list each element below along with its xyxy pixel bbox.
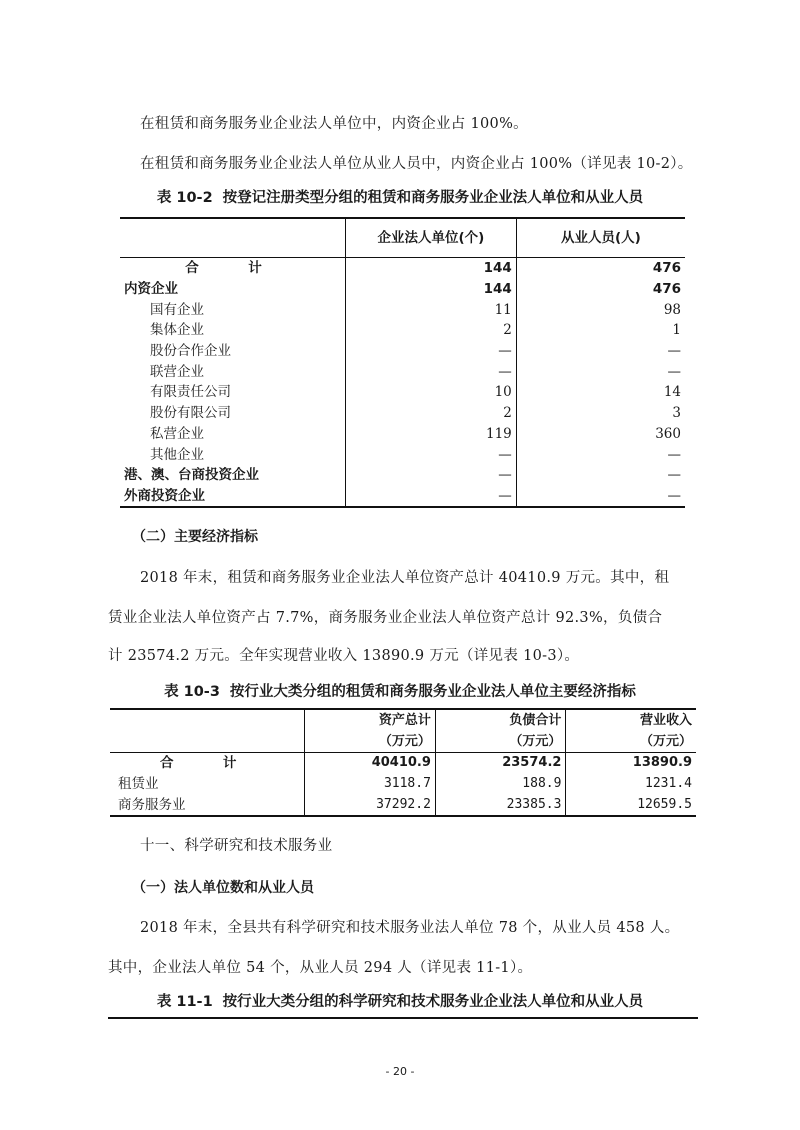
table-row xyxy=(110,794,696,816)
row-label: 合 计 xyxy=(159,755,255,772)
row-label: 股份合作企业 xyxy=(150,343,231,360)
row-label: 租赁业 xyxy=(118,776,159,793)
cell-staff: — xyxy=(516,444,685,465)
header-unit: （万元） xyxy=(305,731,436,753)
table-row xyxy=(120,320,685,341)
cell-units: 2 xyxy=(346,403,517,424)
paragraph-economic-line-1: 2018 年末，租赁和商务服务业企业法人单位资产总计 40410.9 万元。其中，租 xyxy=(140,570,670,586)
cell-revenue: 12659.5 xyxy=(566,794,696,816)
cell-staff: 1 xyxy=(516,320,685,341)
row-label: 合 计 xyxy=(185,260,280,277)
row-label: 有限责任公司 xyxy=(150,384,231,401)
cell-revenue: 1231.4 xyxy=(566,774,696,795)
table-row xyxy=(120,382,685,403)
table-row xyxy=(120,486,685,508)
cell-liabilities: 23385.3 xyxy=(435,794,566,816)
section-heading-economic-indicators: （二）主要经济指标 xyxy=(132,529,258,545)
cell-staff: — xyxy=(516,361,685,382)
paragraph-foreign-share-units: 在租赁和商务服务业企业法人单位中，内资企业占 100%。 xyxy=(140,116,528,132)
cell-units: 144 xyxy=(346,258,517,279)
row-label: 股份有限公司 xyxy=(150,405,231,422)
table-row-total xyxy=(110,753,696,774)
cell-assets: 37292.2 xyxy=(305,794,436,816)
table-row xyxy=(120,424,685,445)
table-row xyxy=(120,361,685,382)
cell-liabilities: 188.9 xyxy=(435,774,566,795)
cell-staff: 476 xyxy=(516,258,685,279)
table-11-1-caption xyxy=(0,990,800,1011)
cell-staff: 476 xyxy=(516,279,685,300)
paragraph-economic-line-3: 计 23574.2 万元。全年实现营业收入 13890.9 万元（详见表 10-3）。 xyxy=(108,648,580,664)
paragraph-economic-line-2: 赁业企业法人单位资产占 7.7%，商务服务业企业法人单位资产总计 92.3%，负债合 xyxy=(108,610,663,626)
table-row-total xyxy=(120,258,685,279)
header-blank xyxy=(120,218,346,258)
table-11-1-top-rule xyxy=(108,1017,698,1019)
row-label: 集体企业 xyxy=(150,322,204,339)
header-blank xyxy=(110,731,305,753)
table-11-1-title: 按行业大类分组的科学研究和技术服务业企业法人单位和从业人员 xyxy=(222,994,644,1010)
cell-staff: 3 xyxy=(516,403,685,424)
cell-staff: — xyxy=(516,341,685,362)
cell-staff: — xyxy=(516,486,685,508)
paragraph-foreign-share-staff: 在租赁和商务服务业企业法人单位从业人员中，内资企业占 100%（详见表 10-2）。 xyxy=(140,156,693,172)
table-10-2-caption xyxy=(0,186,800,207)
table-11-1-number: 表 11-1 xyxy=(156,994,213,1010)
cell-staff: 360 xyxy=(516,424,685,445)
table-row xyxy=(120,403,685,424)
table-row xyxy=(120,299,685,320)
cell-units: — xyxy=(346,465,517,486)
table-10-3 xyxy=(110,708,696,817)
cell-units: 119 xyxy=(346,424,517,445)
row-label: 内资企业 xyxy=(124,281,178,298)
cell-units: — xyxy=(346,444,517,465)
cell-staff: 98 xyxy=(516,299,685,320)
header-unit: （万元） xyxy=(566,731,696,753)
cell-units: — xyxy=(346,486,517,508)
table-10-3-caption xyxy=(0,680,800,701)
cell-units: — xyxy=(346,341,517,362)
row-label: 私营企业 xyxy=(150,425,204,442)
cell-units: 2 xyxy=(346,320,517,341)
row-label: 外商投资企业 xyxy=(124,487,205,504)
table-row xyxy=(120,444,685,465)
cell-assets: 40410.9 xyxy=(305,753,436,774)
header-units: 企业法人单位(个) xyxy=(346,218,517,258)
table-header-row xyxy=(110,709,696,731)
table-row xyxy=(120,465,685,486)
cell-revenue: 13890.9 xyxy=(566,753,696,774)
header-revenue: 营业收入 xyxy=(566,709,696,731)
table-10-3-title: 按行业大类分组的租赁和商务服务业企业法人单位主要经济指标 xyxy=(229,684,636,700)
cell-units: 10 xyxy=(346,382,517,403)
cell-units: 144 xyxy=(346,279,517,300)
cell-staff: — xyxy=(516,465,685,486)
row-label: 国有企业 xyxy=(150,301,204,318)
row-label: 港、澳、台商投资企业 xyxy=(124,467,259,484)
table-row xyxy=(120,279,685,300)
table-10-2 xyxy=(120,217,685,508)
table-header-row xyxy=(120,218,685,258)
header-blank xyxy=(110,709,305,731)
cell-units: — xyxy=(346,361,517,382)
page-number: - 20 - xyxy=(385,1065,415,1078)
table-header-unit-row xyxy=(110,731,696,753)
row-label: 其他企业 xyxy=(150,446,204,463)
header-assets: 资产总计 xyxy=(305,709,436,731)
cell-assets: 3118.7 xyxy=(305,774,436,795)
paragraph-science-line-2: 其中，企业法人单位 54 个，从业人员 294 人（详见表 11-1）。 xyxy=(108,960,533,976)
row-label: 商务服务业 xyxy=(118,796,186,813)
cell-units: 11 xyxy=(346,299,517,320)
header-unit: （万元） xyxy=(435,731,566,753)
table-10-2-title: 按登记注册类型分组的租赁和商务服务业企业法人单位和从业人员 xyxy=(222,190,644,206)
header-liabilities: 负债合计 xyxy=(435,709,566,731)
row-label: 联营企业 xyxy=(150,363,204,380)
section-title-science-research: 十一、科学研究和技术服务业 xyxy=(140,838,333,854)
table-10-2-number: 表 10-2 xyxy=(156,190,213,206)
table-row xyxy=(110,774,696,795)
header-staff: 从业人员(人) xyxy=(516,218,685,258)
table-10-3-number: 表 10-3 xyxy=(164,684,220,700)
cell-liabilities: 23574.2 xyxy=(435,753,566,774)
table-row xyxy=(120,341,685,362)
section-heading-units-and-staff: （一）法人单位数和从业人员 xyxy=(132,880,314,896)
cell-staff: 14 xyxy=(516,382,685,403)
paragraph-science-line-1: 2018 年末，全县共有科学研究和技术服务业法人单位 78 个，从业人员 458 人。 xyxy=(140,920,680,936)
